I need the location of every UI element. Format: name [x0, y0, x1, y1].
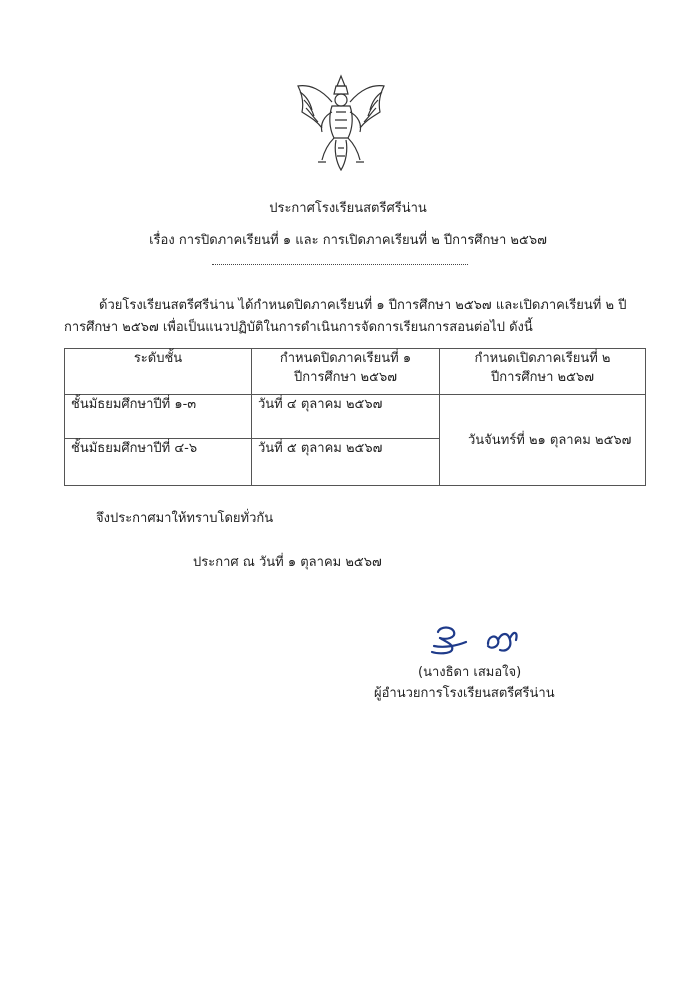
announcement-subject: เรื่อง การปิดภาคเรียนที่ ๑ และ การเปิดภาคเรียนที่ ๒ ปีการศึกษา ๒๕๖๗ — [149, 233, 547, 248]
notice-text: จึงประกาศมาให้ทราบโดยทั่วกัน — [96, 511, 274, 526]
signatory-position: ผู้อำนวยการโรงเรียนสตรีศรีน่าน — [374, 686, 555, 701]
signature-image — [426, 622, 524, 658]
body-paragraph-line-1: ด้วยโรงเรียนสตรีศรีน่าน ได้กำหนดปิดภาคเรียนที่ ๑ ปีการศึกษา ๒๕๖๗ และเปิดภาคเรียนที่ ๒ ปี — [99, 298, 627, 313]
table-row — [65, 395, 646, 439]
schedule-table — [64, 348, 646, 486]
header-close-line-1: กำหนดปิดภาคเรียนที่ ๑ — [279, 351, 412, 366]
signatory-name: (นางธิดา เสมอใจ) — [418, 665, 522, 680]
dotted-divider — [212, 264, 468, 265]
body-paragraph-line-2: การศึกษา ๒๕๖๗ เพื่อเป็นแนวปฏิบัติในการดำเนินการจัดการเรียนการสอนต่อไป ดังนี้ — [64, 320, 533, 335]
header-close-line-2: ปีการศึกษา ๒๕๖๗ — [294, 370, 397, 385]
announcement-date: ประกาศ ณ วันที่ ๑ ตุลาคม ๒๕๖๗ — [193, 555, 382, 570]
header-open — [440, 349, 646, 395]
row-close-date: วันที่ ๕ ตุลาคม ๒๕๖๗ — [252, 439, 440, 486]
header-open-line-1: กำหนดเปิดภาคเรียนที่ ๒ — [474, 351, 611, 366]
row-close-date: วันที่ ๔ ตุลาคม ๒๕๖๗ — [252, 395, 440, 439]
header-open-line-2: ปีการศึกษา ๒๕๖๗ — [491, 370, 594, 385]
open-date-cell: วันจันทร์ที่ ๒๑ ตุลาคม ๒๕๖๗ — [440, 395, 646, 486]
row-level: ชั้นมัธยมศึกษาปีที่ ๑-๓ — [65, 395, 252, 439]
header-level-label: ระดับชั้น — [133, 351, 183, 366]
announcement-title: ประกาศโรงเรียนสตรีศรีน่าน — [269, 201, 427, 216]
garuda-emblem-icon — [292, 72, 390, 174]
row-level: ชั้นมัธยมศึกษาปีที่ ๔-๖ — [65, 439, 252, 486]
header-level — [65, 349, 252, 395]
table-header-row — [65, 349, 646, 395]
header-close — [252, 349, 440, 395]
